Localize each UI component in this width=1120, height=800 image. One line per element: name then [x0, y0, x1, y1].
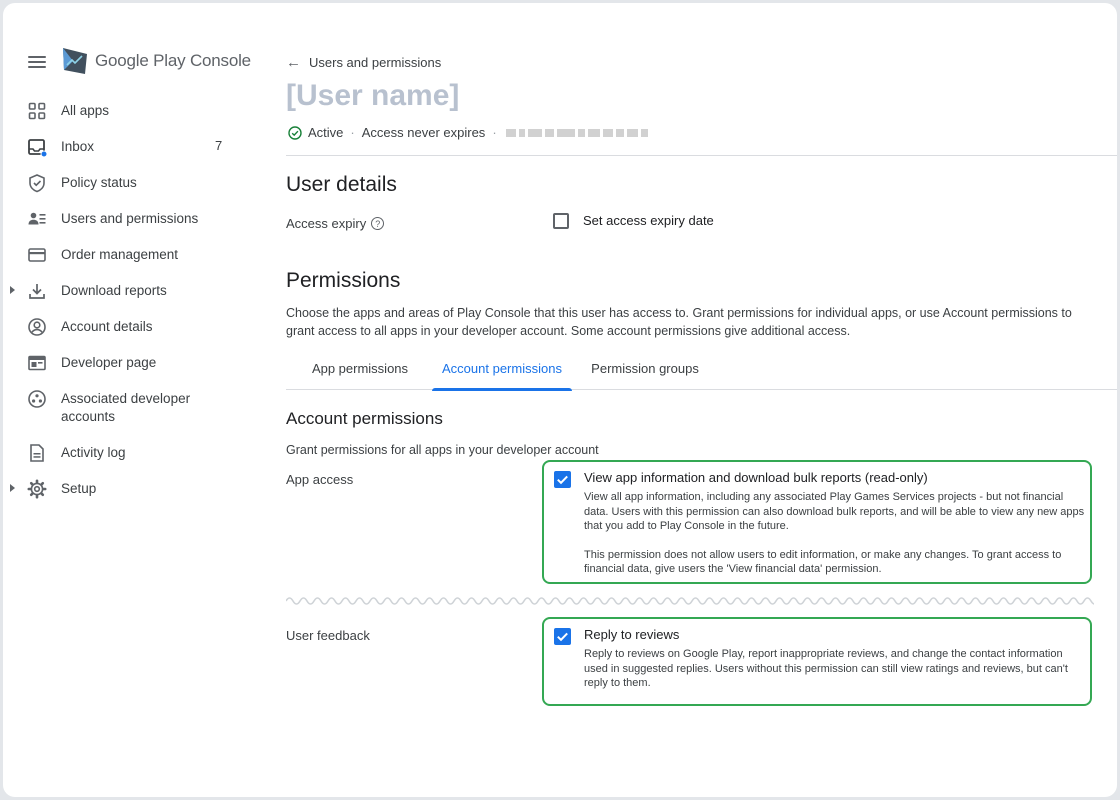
separator-dot: ·	[350, 125, 355, 140]
view-app-info-checkbox[interactable]	[554, 471, 571, 488]
inbox-icon	[27, 137, 47, 157]
sidebar-nav	[3, 93, 258, 507]
separator-dot: ·	[492, 125, 497, 140]
linked-accounts-icon	[27, 389, 47, 409]
back-link[interactable]	[286, 54, 441, 71]
shield-icon	[27, 173, 47, 193]
access-expiry-label	[286, 216, 384, 231]
google-play-console-logo[interactable]	[61, 46, 251, 76]
expand-caret-icon[interactable]	[10, 484, 15, 492]
status-text: Active	[308, 125, 344, 140]
page-title: [User name]	[286, 79, 460, 112]
permission-description	[584, 647, 1088, 691]
sidebar-item-label: Developer page	[61, 355, 157, 370]
permission-description-paragraph: View all app information, including any associated Play Games Services projects - but not financial data. Users with this permission can also download bulk reports, and will be able to view any new apps that you add to Play Console in the future.	[584, 491, 1085, 532]
expand-caret-icon[interactable]	[10, 286, 15, 294]
document-icon	[27, 443, 47, 463]
redacted-email	[506, 129, 648, 137]
sidebar-item-label: Account details	[61, 319, 153, 334]
permission-description-paragraph: This permission does not allow users to edit information, or make any changes. To grant access to financial data, give users the 'View financial data' permission.	[584, 548, 1062, 575]
back-link-label: Users and permissions	[309, 55, 442, 70]
sidebar-item-download-reports[interactable]	[3, 273, 258, 309]
logo-console-text: Console	[189, 51, 251, 70]
sidebar-item-label: Associated developer accounts	[61, 391, 191, 424]
sidebar-item-setup[interactable]	[3, 471, 258, 507]
play-console-logo-icon	[61, 46, 89, 76]
user-feedback-permission-card	[542, 617, 1092, 706]
sidebar-item-account-details[interactable]	[3, 309, 258, 345]
sidebar-item-label: Activity log	[61, 445, 126, 460]
checkmark-icon	[554, 471, 571, 488]
permission-title: View app information and download bulk reports (read-only)	[584, 470, 928, 485]
user-details-heading: User details	[286, 173, 397, 196]
download-icon	[27, 281, 47, 301]
permission-description	[584, 490, 1088, 577]
logo-text	[95, 51, 251, 71]
header-divider	[286, 155, 1117, 156]
permission-description-paragraph: Reply to reviews on Google Play, report inappropriate reviews, and change the contact information used in suggested replies. Users without this permission can still view ratings and reviews, but can't reply to them.	[584, 648, 1068, 689]
credit-card-icon	[27, 245, 47, 265]
logo-play-text: Play	[153, 51, 186, 70]
sidebar-item-label: Policy status	[61, 175, 137, 190]
main-content	[286, 3, 1117, 797]
account-permissions-description: Grant permissions for all apps in your developer account	[286, 443, 599, 457]
inbox-count-badge: 7	[215, 138, 223, 153]
permission-tabs	[286, 358, 1117, 390]
sidebar-item-activity-log[interactable]	[3, 435, 258, 471]
users-icon	[27, 209, 47, 229]
sidebar-item-inbox[interactable]	[3, 129, 258, 165]
content-cut-separator	[286, 594, 1094, 608]
check-circle-icon	[288, 126, 302, 140]
grid-icon	[27, 101, 47, 121]
sidebar-item-associated-developer-accounts[interactable]	[3, 381, 258, 435]
help-icon[interactable]: ?	[371, 217, 384, 230]
user-status-row	[288, 125, 648, 140]
sidebar-item-policy-status[interactable]	[3, 165, 258, 201]
app-window	[3, 3, 1117, 797]
permission-title: Reply to reviews	[584, 627, 680, 642]
sidebar	[3, 3, 258, 797]
sidebar-item-label: Setup	[61, 481, 97, 496]
permissions-heading: Permissions	[286, 269, 401, 292]
tab-app-permissions[interactable]: App permissions	[311, 361, 409, 376]
tab-account-permissions[interactable]: Account permissions	[432, 358, 572, 390]
app-access-permission-card	[542, 460, 1092, 584]
sidebar-item-label: All apps	[61, 103, 110, 118]
reply-to-reviews-checkbox[interactable]	[554, 628, 571, 645]
sidebar-item-developer-page[interactable]	[3, 345, 258, 381]
sidebar-item-users-and-permissions[interactable]	[3, 201, 258, 237]
account-circle-icon	[27, 317, 47, 337]
arrow-back-icon: ←	[286, 54, 301, 71]
sidebar-item-label: Inbox	[61, 139, 95, 154]
logo-google-text: Google	[95, 51, 149, 70]
sidebar-item-order-management[interactable]	[3, 237, 258, 273]
hamburger-menu-icon[interactable]	[26, 53, 48, 71]
sidebar-item-all-apps[interactable]	[3, 93, 258, 129]
tab-permission-groups[interactable]: Permission groups	[591, 361, 699, 376]
sidebar-item-label: Download reports	[61, 283, 167, 298]
permissions-description: Choose the apps and areas of Play Console that this user has access to. Grant permissions for individual apps, or use Account permissions to grant access to all apps in your developer account. Some account permissions give additional access.	[286, 306, 1072, 338]
checkmark-icon	[554, 628, 571, 645]
set-expiry-checkbox[interactable]	[553, 213, 569, 229]
set-expiry-label: Set access expiry date	[583, 213, 714, 228]
app-access-label: App access	[286, 472, 354, 487]
sidebar-item-label: Users and permissions	[61, 211, 199, 226]
access-expiry-text: Access expiry	[286, 216, 367, 231]
sidebar-item-label: Order management	[61, 247, 179, 262]
expiry-text: Access never expires	[361, 125, 486, 140]
gear-icon	[27, 479, 47, 499]
user-feedback-label: User feedback	[286, 628, 370, 643]
account-permissions-heading: Account permissions	[286, 409, 443, 428]
web-page-icon	[27, 353, 47, 373]
